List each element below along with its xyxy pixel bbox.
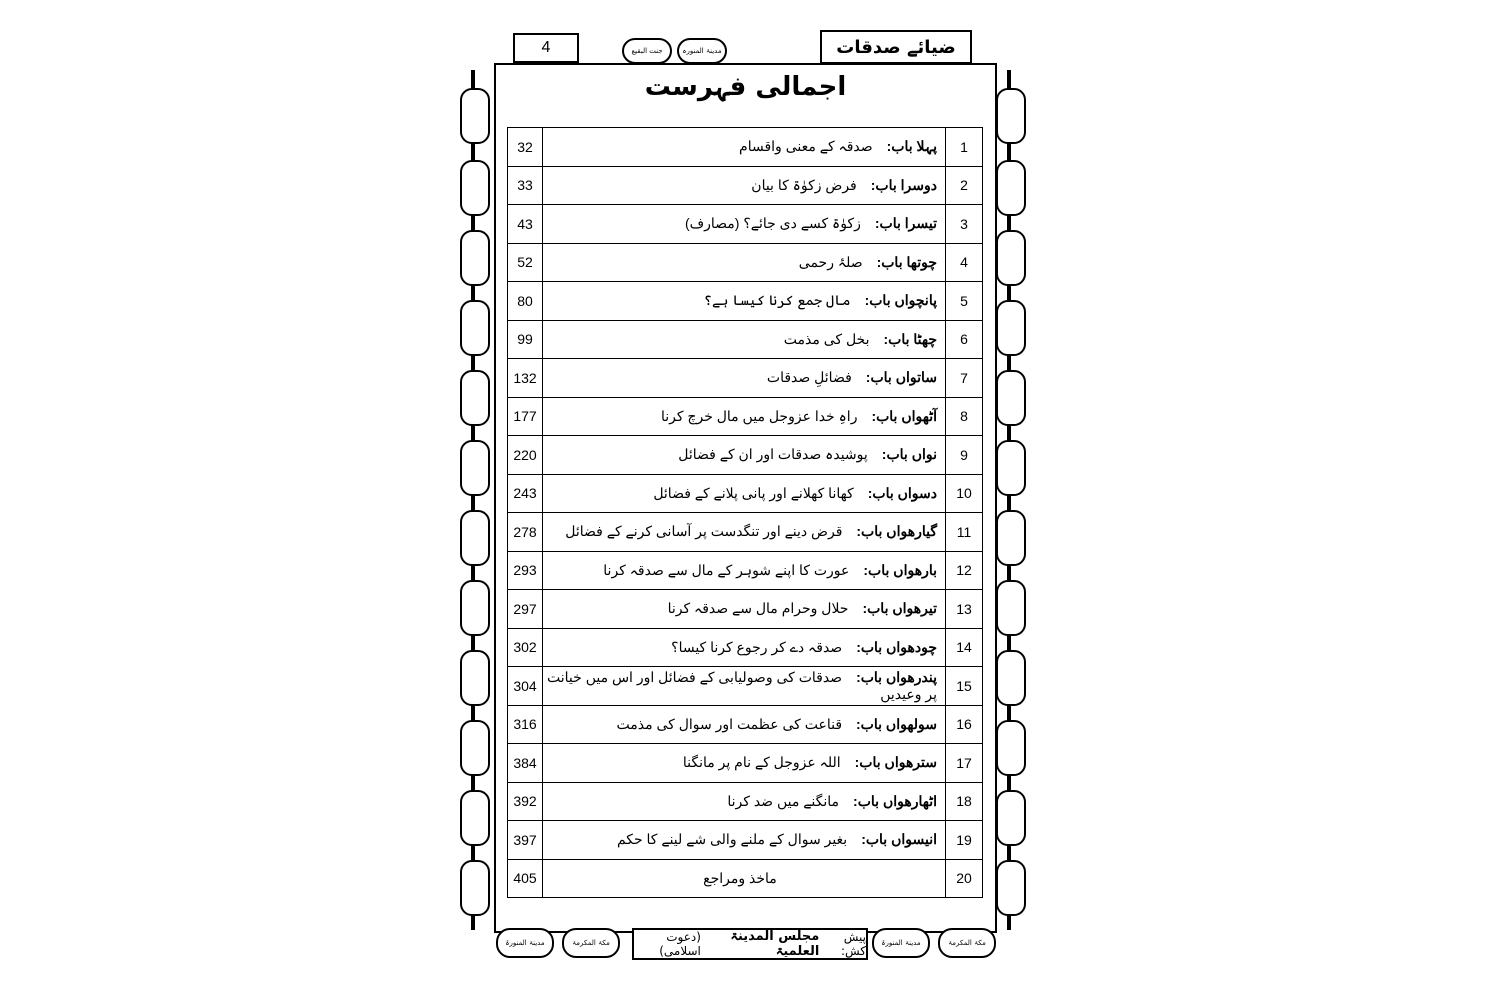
ornament-icon [996,88,1026,144]
toc-serial-number: 10 [946,474,983,513]
toc-entry [543,166,946,205]
toc-serial-number: 13 [946,590,983,629]
toc-serial-number: 6 [946,320,983,359]
toc-chapter-topic: پوشیدہ صدقات اور ان کے فضائل [678,446,868,463]
toc-serial-number: 12 [946,551,983,590]
toc-page-number: 278 [508,513,543,552]
toc-chapter-topic: فضائلِ صدقات [766,369,852,386]
toc-row[interactable] [508,513,983,552]
toc-serial-number: 2 [946,166,983,205]
toc-chapter-label: پانچواں باب: [864,292,937,309]
toc-row[interactable] [508,320,983,359]
toc-page-number: 220 [508,436,543,475]
toc-table [507,127,983,898]
toc-chapter-topic: صلۂ رحمی [798,253,863,270]
toc-entry [543,436,946,475]
toc-row[interactable] [508,205,983,244]
toc-entry [543,397,946,436]
book-title: ضیائے صدقات [820,30,972,64]
toc-entry [543,513,946,552]
toc-row[interactable] [508,166,983,205]
toc-chapter-topic: صدقہ کے معنی واقسام [739,138,873,155]
ornament-icon [996,650,1026,706]
toc-chapter-topic: صدقات کی وصولیابی کے فضائل اور اس میں خیانت پر وعیدیں [547,668,937,702]
toc-serial-number: 14 [946,628,983,667]
ornament-icon [996,300,1026,356]
toc-page-number: 80 [508,282,543,321]
toc-entry [543,128,946,167]
toc-row[interactable] [508,744,983,783]
toc-row[interactable] [508,590,983,629]
page-number: 4 [513,33,579,63]
madinah-seal-top-2: مدینۃ المنورہ [677,38,727,64]
ornament-icon [996,440,1026,496]
toc-page-number: 293 [508,551,543,590]
toc-chapter-topic: مال جمع کرنا کیسا ہے؟ [703,292,851,309]
ornament-icon [460,88,490,144]
ornament-icon [460,860,490,916]
toc-page-number: 297 [508,590,543,629]
toc-row[interactable] [508,705,983,744]
toc-entry [543,782,946,821]
toc-chapter-label: اٹھارھواں باب: [853,792,937,809]
toc-serial-number: 18 [946,782,983,821]
toc-serial-number: 20 [946,859,983,898]
ornament-icon [996,720,1026,776]
toc-serial-number: 4 [946,243,983,282]
toc-chapter-label: پہلا باب: [886,138,937,155]
toc-chapter-topic: زکوٰۃ کسے دی جائے؟ (مصارف) [684,215,861,232]
ornament-icon [460,510,490,566]
footer-suffix: (دعوت اسلامی) [659,930,701,958]
left-ornament-column [458,70,488,930]
toc-entry [543,205,946,244]
ornament-icon [996,160,1026,216]
toc-chapter-label: دسواں باب: [867,484,937,501]
ornament-icon [460,720,490,776]
toc-entry [543,667,946,706]
toc-entry [543,744,946,783]
toc-row[interactable] [508,859,983,898]
toc-entry [543,320,946,359]
toc-chapter-topic: صدقہ دے کر رجوع کرنا کیسا؟ [671,638,843,655]
toc-chapter-label: گیارھواں باب: [856,523,937,540]
toc-chapter-label: سولھواں باب: [856,715,937,732]
toc-row[interactable] [508,821,983,860]
toc-row[interactable] [508,628,983,667]
ornament-icon [460,300,490,356]
toc-chapter-label: تیرھواں باب: [862,600,937,617]
toc-chapter-topic: حلال وحرام مال سے صدقہ کرنا [667,600,849,617]
toc-page-number: 99 [508,320,543,359]
toc-page-number: 316 [508,705,543,744]
right-ornament-column [994,70,1024,930]
toc-page-number: 397 [508,821,543,860]
toc-serial-number: 16 [946,705,983,744]
footer-org: مجلس المدینۃ العلمیۃ [730,929,820,959]
toc-chapter-topic: راہِ خدا عزوجل میں مال خرچ کرنا [660,407,858,424]
toc-row[interactable] [508,436,983,475]
madinah-seal-footer: مدینۃ المنورۃ [496,928,554,958]
ornament-icon [996,230,1026,286]
ornament-icon [460,650,490,706]
ornament-icon [460,230,490,286]
toc-chapter-topic: اللہ عزوجل کے نام پر مانگنا [682,754,841,771]
makkah-seal-footer: مکۃ المکرمۃ [562,928,620,958]
toc-serial-number: 3 [946,205,983,244]
toc-entry [543,590,946,629]
ornament-icon [996,370,1026,426]
publisher-footer [632,928,868,960]
toc-chapter-label: نواں باب: [881,446,937,463]
toc-chapter-label: ساتواں باب: [865,369,937,386]
toc-chapter-label: چھٹا باب: [883,330,937,347]
toc-page-number: 405 [508,859,543,898]
ornament-icon [996,860,1026,916]
toc-page-number: 132 [508,359,543,398]
ornament-icon [996,580,1026,636]
toc-chapter-label: پندرھواں باب: [856,668,937,685]
toc-chapter-label: تیسرا باب: [874,215,937,232]
toc-chapter-label: سترھواں باب: [854,754,937,771]
toc-serial-number: 1 [946,128,983,167]
madinah-seal-top: جنت البقیع [622,38,672,64]
toc-entry [543,243,946,282]
toc-serial-number: 7 [946,359,983,398]
toc-page-number: 52 [508,243,543,282]
toc-serial-number: 9 [946,436,983,475]
toc-entry [543,359,946,398]
toc-chapter-label: چودھواں باب: [856,638,937,655]
ornament-icon [460,370,490,426]
toc-chapter-topic: مانگنے میں ضد کرنا [727,792,840,809]
toc-entry [543,474,946,513]
page-title: اجمالی فہرست [644,72,847,102]
toc-page-number: 32 [508,128,543,167]
toc-serial-number: 15 [946,667,983,706]
toc-page-number: 302 [508,628,543,667]
toc-row[interactable] [508,782,983,821]
toc-chapter-topic: بخل کی مذمت [783,330,870,347]
toc-entry [543,628,946,667]
toc-page-number: 177 [508,397,543,436]
toc-page-number: 384 [508,744,543,783]
toc-row[interactable] [508,359,983,398]
toc-serial-number: 17 [946,744,983,783]
toc-chapter-topic: کھانا کھلانے اور پانی پلانے کے فضائل [653,484,854,501]
makkah-seal-footer-2: مکۃ المکرمۃ [938,928,996,958]
toc-entry [543,859,946,898]
ornament-icon [460,580,490,636]
ornament-icon [996,510,1026,566]
footer-prefix: پیش کش: [840,930,866,958]
toc-chapter-topic: فرض زکوٰۃ کا بیان [751,176,857,193]
toc-page-number: 392 [508,782,543,821]
toc-page-number: 43 [508,205,543,244]
madinah-seal-footer-2: مدینۃ المنورۃ [872,928,930,958]
toc-entry [543,551,946,590]
ornament-icon [460,790,490,846]
toc-chapter-label: آٹھواں باب: [871,407,937,424]
toc-chapter-topic: عورت کا اپنے شوہر کے مال سے صدقہ کرنا [603,561,850,578]
toc-row[interactable] [508,282,983,321]
toc-chapter-label: انیسواں باب: [861,831,937,848]
toc-row[interactable] [508,474,983,513]
toc-entry [543,821,946,860]
toc-entry [543,282,946,321]
ornament-icon [996,790,1026,846]
toc-chapter-label: بارھواں باب: [863,561,937,578]
toc-chapter-topic: قرض دینے اور تنگدست پر آسانی کرنے کے فضائل [565,523,843,540]
ornament-icon [460,160,490,216]
toc-page-number: 304 [508,667,543,706]
toc-chapter-topic: ماخذ ومراجع [703,869,777,886]
toc-page-number: 243 [508,474,543,513]
toc-row[interactable] [508,243,983,282]
toc-entry [543,705,946,744]
toc-serial-number: 5 [946,282,983,321]
toc-chapter-label: دوسرا باب: [870,176,937,193]
ornament-icon [460,440,490,496]
toc-chapter-topic: بغیر سوال کے ملنے والی شے لینے کا حکم [616,831,848,848]
toc-row[interactable] [508,667,983,706]
toc-row[interactable] [508,128,983,167]
toc-serial-number: 19 [946,821,983,860]
toc-serial-number: 8 [946,397,983,436]
toc-serial-number: 11 [946,513,983,552]
toc-row[interactable] [508,551,983,590]
toc-chapter-topic: قناعت کی عظمت اور سوال کی مذمت [616,715,843,732]
toc-page-number: 33 [508,166,543,205]
toc-chapter-label: چوتھا باب: [876,253,937,270]
toc-row[interactable] [508,397,983,436]
